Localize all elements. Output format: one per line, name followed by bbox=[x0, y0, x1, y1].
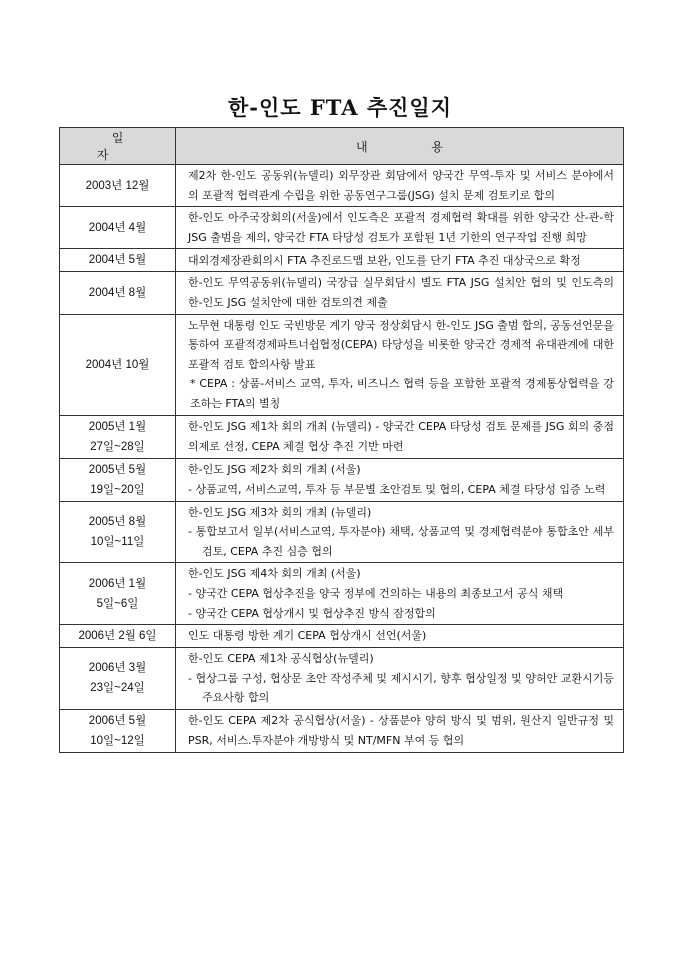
row-content bbox=[176, 458, 624, 501]
row-date bbox=[60, 207, 176, 249]
content-line: 제2차 한-인도 공동위(뉴델리) 외무장관 회담에서 양국간 무역-투자 및 서비스 분야에서의 포괄적 협력관계 수립을 위한 공동연구그룹(JSG) 설치 문제 검토키로 합의 bbox=[188, 169, 614, 202]
row-content bbox=[176, 415, 624, 458]
content-line: - 상품교역, 서비스교역, 투자 등 부문별 초안검토 및 협의, CEPA 체결 타당성 입증 노력 bbox=[188, 482, 606, 496]
content-line: 한-인도 CEPA 제1차 공식협상(뉴델리) bbox=[188, 652, 374, 666]
date-line: 2003년 12월 bbox=[85, 179, 150, 192]
row-content bbox=[176, 563, 624, 625]
table-row bbox=[60, 249, 624, 272]
content-line: 한-인도 JSG 제4차 회의 개최 (서울) bbox=[188, 567, 361, 581]
date-line: 2005년 5월 bbox=[88, 463, 147, 476]
content-line: - 협상그룹 구성, 협상문 초안 작성주체 및 제시시기, 향후 협상일정 및 양허안 교환시기등 주요사항 합의 bbox=[188, 671, 614, 705]
date-line: 2004년 8월 bbox=[88, 286, 147, 299]
table-row bbox=[60, 272, 624, 314]
fta-timeline-table bbox=[59, 127, 624, 753]
row-date bbox=[60, 625, 176, 648]
row-date bbox=[60, 314, 176, 415]
row-date bbox=[60, 563, 176, 625]
row-date bbox=[60, 458, 176, 501]
row-date bbox=[60, 415, 176, 458]
date-line: 2006년 2월 6일 bbox=[78, 630, 157, 643]
date-line: 23일~24일 bbox=[90, 682, 145, 695]
content-line: 한-인도 JSG 제1차 회의 개최 (뉴델리) - 양국간 CEPA 타당성 검토 문제를 JSG 회의 중점의제로 선정, CEPA 체결 협상 추진 기반 마련 bbox=[188, 419, 614, 453]
row-content bbox=[176, 272, 624, 314]
header-content: 내 용 bbox=[176, 128, 624, 165]
content-line: - 양국간 CEPA 협상추진을 양국 정부에 건의하는 내용의 최종보고서 공식 채택 bbox=[188, 586, 564, 600]
table-row bbox=[60, 458, 624, 501]
date-line: 19일~20일 bbox=[90, 483, 145, 496]
content-line: 한-인도 CEPA 제2차 공식협상(서울) - 상품분야 양허 방식 및 범위, 원산지 일반규정 및 PSR, 서비스.투자분야 개방방식 및 NT/MFN 부여 등 협의 bbox=[188, 714, 614, 747]
date-line: 2006년 3월 bbox=[88, 662, 147, 675]
date-line: 5일~6일 bbox=[96, 597, 139, 610]
content-line: - 통합보고서 일부(서비스교역, 투자분야) 채택, 상품교역 및 경제협력분야 통합초안 세부 검토, CEPA 추진 심층 협의 bbox=[188, 525, 614, 558]
content-line: - 양국간 CEPA 협상개시 및 협상추진 방식 잠정합의 bbox=[188, 606, 436, 620]
date-line: 2005년 8월 bbox=[88, 515, 147, 528]
row-date bbox=[60, 648, 176, 710]
content-line: 한-인도 JSG 제2차 회의 개최 (서울) bbox=[188, 462, 361, 476]
row-content bbox=[176, 249, 624, 272]
row-date bbox=[60, 249, 176, 272]
content-line: * CEPA : 상품-서비스 교역, 투자, 비즈니스 협력 등을 포함한 포괄적 경제통상협력을 강조하는 FTA의 별칭 bbox=[190, 377, 614, 410]
table-row bbox=[60, 625, 624, 648]
date-line: 2006년 5월 bbox=[88, 714, 147, 727]
page-title: 한-인도 FTA 추진일지 bbox=[227, 95, 453, 120]
row-content bbox=[176, 648, 624, 710]
table-row bbox=[60, 415, 624, 458]
content-line: 대외경제장관회의시 FTA 추진로드맵 보완, 인도를 단기 FTA 추진 대상국으로 확정 bbox=[188, 253, 581, 267]
table-row bbox=[60, 314, 624, 415]
row-date bbox=[60, 272, 176, 314]
row-content bbox=[176, 207, 624, 249]
table-header-row bbox=[60, 128, 624, 165]
content-line: 노무현 대통령 인도 국빈방문 계기 양국 정상회담시 한-인도 JSG 출범 합의, 공동선언문을 통하여 포괄적경제파트너쉽협정(CEPA) 타당성을 비롯한 양국간 경제적 유대관계에 대한 포괄적 검토 합의사항 발표 bbox=[188, 318, 614, 371]
date-line: 2005년 1월 bbox=[88, 420, 147, 433]
row-date bbox=[60, 501, 176, 563]
date-line: 2006년 1월 bbox=[88, 577, 147, 590]
date-line: 27일~28일 bbox=[90, 440, 145, 453]
header-date: 일 자 bbox=[60, 128, 176, 165]
table-row bbox=[60, 207, 624, 249]
date-line: 10일~12일 bbox=[90, 734, 145, 747]
date-line: 2004년 10월 bbox=[85, 358, 150, 371]
table-row bbox=[60, 709, 624, 752]
row-content bbox=[176, 314, 624, 415]
date-line: 10일~11일 bbox=[90, 535, 145, 548]
content-line: 한-인도 아주국장회의(서울)에서 인도측은 포괄적 경제협력 확대를 위한 양국간 산-관-학 JSG 출범을 제의, 양국간 FTA 타당성 검토가 포함된 1년 기한의 연구작업 진행 희망 bbox=[188, 211, 614, 244]
content-line: 인도 대통령 방한 계기 CEPA 협상개시 선언(서울) bbox=[188, 629, 427, 643]
timeline-rows bbox=[60, 165, 624, 753]
table-row bbox=[60, 563, 624, 625]
table-row bbox=[60, 648, 624, 710]
row-content bbox=[176, 709, 624, 752]
date-line: 2004년 5월 bbox=[88, 254, 147, 267]
row-date bbox=[60, 165, 176, 207]
table-row bbox=[60, 501, 624, 563]
row-date bbox=[60, 709, 176, 752]
content-line: 한-인도 JSG 제3차 회의 개최 (뉴델리) bbox=[188, 505, 372, 519]
row-content bbox=[176, 501, 624, 563]
row-content bbox=[176, 165, 624, 207]
row-content bbox=[176, 625, 624, 648]
table-row bbox=[60, 165, 624, 207]
content-line: 한-인도 무역공동위(뉴델리) 국장급 실무회담시 별도 FTA JSG 설치안 협의 및 인도측의 한-인도 JSG 설치안에 대한 검토의견 제출 bbox=[188, 276, 614, 309]
date-line: 2004년 4월 bbox=[88, 221, 147, 234]
